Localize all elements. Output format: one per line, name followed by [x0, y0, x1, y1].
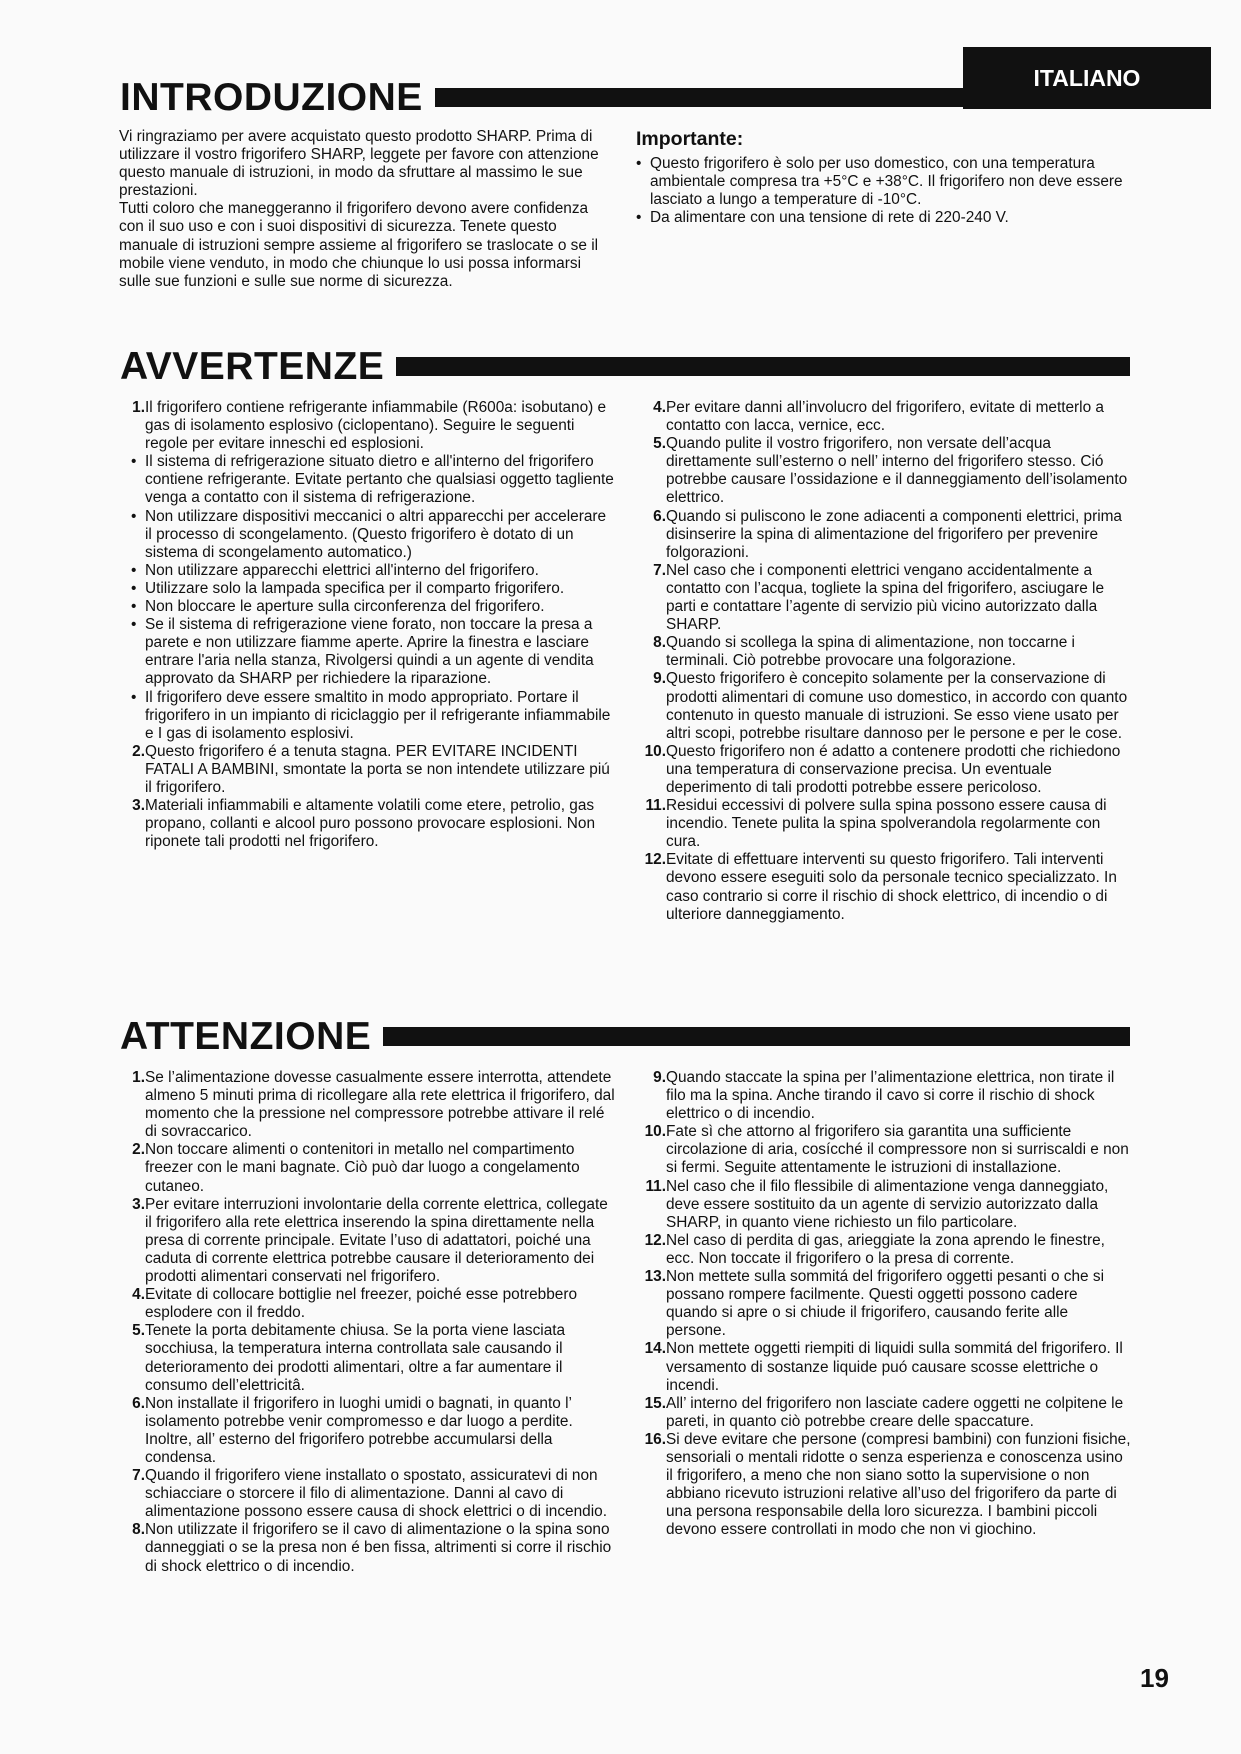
- item-text: Quando pulite il vostro frigorifero, non versate dell’acqua direttamente sull’esterno o nell’ interno del frigorifero stesso. Ció potrebbe causare l’ossidazione e il danneggiamento dell’isolamento elettrico.: [666, 435, 1128, 507]
- numbered-item: [636, 634, 1131, 670]
- important-item: • Questo frigorifero è solo per uso domestico, con una temperatura ambientale compresa tra +5°C e +38°C. Il frigorifero non deve essere lasciato a lungo a temperature di -10°C.: [636, 155, 1123, 209]
- important-box: [636, 130, 1126, 227]
- item-text: Nel caso di perdita di gas, arieggiate la zona aprendo le finestre, ecc. Non toccate il frigorifero o la presa di corrente.: [666, 1231, 1105, 1267]
- numbered-item: [636, 851, 1131, 923]
- item-number: 2.: [132, 1141, 145, 1159]
- item-text: Nel caso che i componenti elettrici vengano accidentalmente a contatto con l’acqua, togliete la spina del frigorifero, asciugare le parti e contattare l’agente di servizio più vicino autorizzato dalla SHARP.: [666, 561, 1105, 634]
- bullet-mark: •: [131, 507, 137, 525]
- bullet-item: [125, 689, 615, 743]
- item-text: Utilizzare solo la lampada specifica per il comparto frigorifero.: [145, 579, 565, 597]
- item-text: Per evitare interruzioni involontarie della corrente elettrica, collegate il frigorifero alla rete elettrica inserendo la spina direttamente nella presa di corrente principale. Evitate l’uso di adattatori, poiché una caduta di corrente elettrica potrebbe causare il deterioramento dei prodotti alimentari conservati nel frigorifero.: [145, 1195, 608, 1286]
- item-number: 4.: [653, 399, 666, 416]
- item-text: Se il sistema di refrigerazione viene forato, non toccare la presa a parete e non utilizzare fiamme aperte. Aprire la finestra e lasciare entrare l'aria nella stanza, Rivolgersi quindi a un agente di vendita approvato da SHARP per richiedere la riparazione.: [145, 616, 594, 688]
- bullet-item: [125, 508, 615, 562]
- avvertenze-right-column: [636, 399, 1131, 924]
- numbered-item: [636, 508, 1131, 562]
- item-number: 2.: [132, 742, 145, 760]
- language-tab: ITALIANO: [963, 47, 1211, 109]
- item-number: 3.: [132, 1195, 145, 1213]
- item-text: Non utilizzare dispositivi meccanici o altri apparecchi per accelerare il processo di scongelamento. (Questo frigorifero è dotato di un sistema di scongelamento automatico.): [145, 507, 607, 561]
- heading-rule: [435, 88, 963, 107]
- page-number: 19: [1140, 1663, 1169, 1693]
- item-text: Quando si puliscono le zone adiacenti a componenti elettrici, prima disinserire la spina di alimentazione del frigorifero per prevenire folgorazioni.: [666, 507, 1122, 561]
- item-number: 8.: [132, 1521, 145, 1539]
- item-number: 7.: [653, 561, 666, 579]
- numbered-item: [636, 743, 1131, 797]
- numbered-item: [636, 562, 1131, 634]
- bullet-mark: •: [131, 561, 137, 579]
- item-number: 6.: [653, 507, 666, 525]
- numbered-item: [636, 399, 1131, 435]
- bullet-item: [125, 453, 615, 507]
- item-text: Non bloccare le aperture sulla circonferenza del frigorifero.: [145, 598, 545, 616]
- item-number: 8.: [653, 634, 666, 652]
- item-number: 1.: [132, 399, 145, 416]
- item-text: Per evitare danni all’involucro del frigorifero, evitate di metterlo a contatto con lacca, vernice, ecc.: [666, 399, 1104, 435]
- item-number: 5.: [653, 435, 666, 453]
- numbered-item: [636, 670, 1131, 742]
- numbered-item: [636, 1069, 1131, 1123]
- numbered-item: [125, 399, 615, 453]
- numbered-item: [125, 1286, 615, 1322]
- item-number: 11.: [645, 1177, 666, 1195]
- item-number: 13.: [644, 1268, 666, 1286]
- item-number: 12.: [644, 851, 666, 869]
- numbered-item: [636, 1268, 1131, 1340]
- bullet-item: [125, 616, 615, 688]
- item-number: 14.: [644, 1340, 666, 1358]
- item-text: Questo frigorifero non é adatto a contenere prodotti che richiedono una temperatura di conservazione precisa. Un eventuale deperimento di tali prodotti potrebbe essere pericoloso.: [666, 742, 1121, 796]
- heading-rule: [396, 357, 1130, 376]
- numbered-item: [636, 1395, 1131, 1431]
- important-title: Importante:: [636, 128, 744, 150]
- numbered-item: [125, 1069, 615, 1141]
- item-text: Non utilizzare apparecchi elettrici all'interno del frigorifero.: [145, 561, 539, 579]
- heading-rule: [383, 1027, 1130, 1046]
- item-text: Il frigorifero contiene refrigerante infiammabile (R600a: isobutano) e gas di isolamento esplosivo (ciclopentano). Seguire le seguenti regole per evitare inneschi ed esplosioni.: [145, 399, 607, 453]
- intro-paragraph: Tutti coloro che maneggeranno il frigorifero devono avere confidenza con il suo uso e con i suoi dispositivi di sicurezza. Tenete questo manuale di istruzioni sempre assieme al frigorifero se traslocate o se il mobile viene venduto, in modo che chiunque lo usi possa informarsi sulle sue funzioni e sulle sue norme di sicurezza.: [119, 200, 599, 290]
- bullet-mark: •: [131, 579, 137, 597]
- item-number: 10.: [644, 742, 666, 760]
- numbered-item: [636, 1232, 1131, 1268]
- item-text: Quando il frigorifero viene installato o spostato, assicuratevi di non schiacciare o storcere il filo di alimentazione. Danni al cavo di alimentazione possono essere causa di shock elettrici o di incendio.: [145, 1467, 607, 1521]
- item-number: 16.: [644, 1430, 666, 1448]
- bullet-mark: •: [131, 616, 137, 634]
- item-number: 6.: [132, 1394, 145, 1412]
- item-text: Si deve evitare che persone (compresi bambini) con funzioni fisiche, sensoriali o mentali ridotte o senza esperienza e conoscenza usino il frigorifero, a meno che non siano sotto la supervisione o non abbiano ricevuto istruzioni relative all’uso del frigorifero da parte di una persona responsabile della loro sicurezza. I bambini piccoli devono essere controllati in modo che non vi giochino.: [666, 1430, 1131, 1539]
- item-number: 3.: [132, 797, 145, 815]
- item-text: Quando si scollega la spina di alimentazione, non toccarne i terminali. Ciò potrebbe provocare una folgorazione.: [666, 634, 1075, 670]
- numbered-item: [125, 743, 615, 797]
- avvertenze-left-column: [125, 399, 615, 851]
- item-number: 10.: [644, 1123, 666, 1141]
- item-text: Questo frigorifero é a tenuta stagna. PER EVITARE INCIDENTI FATALI A BAMBINI, smontate la porta se non intendete utilizzare piú il frigorifero.: [145, 742, 610, 796]
- item-text: Residui eccessivi di polvere sulla spina possono essere causa di incendio. Tenete pulita la spina spolverandola regolarmente con cura.: [666, 797, 1107, 851]
- numbered-item: [636, 1340, 1131, 1394]
- numbered-item: [125, 1395, 615, 1467]
- item-text: Fate sì che attorno al frigorifero sia garantita una sufficiente circolazione di aria, cosícché il compressore non si surriscaldi e non si fermi. Seguite attentamente le istruzioni di installazione.: [666, 1123, 1129, 1177]
- numbered-item: [636, 1431, 1131, 1540]
- intro-paragraph: Vi ringraziamo per avere acquistato questo prodotto SHARP. Prima di utilizzare il vostro frigorifero SHARP, leggete per favore con attenzione questo manuale di istruzioni, in modo da sfruttare al massimo le sue prestazioni.: [119, 128, 599, 200]
- item-number: 1.: [132, 1069, 145, 1086]
- item-text: Quando staccate la spina per l’alimentazione elettrica, non tirate il filo ma la spina. Anche tirando il cavo si corre il rischio di shock elettrico o di incendio.: [666, 1069, 1115, 1123]
- item-text: Tenete la porta debitamente chiusa. Se la porta viene lasciata socchiusa, la temperatura interna controllata sale causando il deterioramento dei prodotti alimentari, oltre a far aumentare il consumo dell’elettricitâ.: [145, 1322, 566, 1394]
- item-text: Evitate di effettuare interventi su questo frigorifero. Tali interventi devono essere eseguiti solo da personale tecnico specializzato. In caso contrario si corre il rischio di shock elettrico, di incendio o di ulteriore danneggiamento.: [666, 851, 1117, 923]
- important-item: • Da alimentare con una tensione di rete di 220-240 V.: [636, 209, 1009, 227]
- item-number: 7.: [132, 1467, 145, 1485]
- item-text: Materiali infiammabili e altamente volatili come etere, petrolio, gas propano, collanti e alcool puro possono provocare esplosioni. Non riponete tali prodotti nel frigorifero.: [145, 797, 596, 851]
- numbered-item: [636, 797, 1131, 851]
- item-text: Non utilizzate il frigorifero se il cavo di alimentazione o la spina sono danneggiati o se la presa non é ben fissa, altrimenti si corre il rischio di shock elettrico o di incendio.: [145, 1521, 612, 1575]
- numbered-item: [125, 1521, 615, 1575]
- attenzione-right-column: [636, 1069, 1131, 1539]
- bullet-item: [125, 598, 615, 616]
- numbered-item: [125, 1467, 615, 1521]
- item-number: 11.: [645, 797, 666, 815]
- numbered-item: [636, 1178, 1131, 1232]
- bullet-mark: •: [131, 688, 137, 706]
- item-number: 4.: [132, 1286, 145, 1304]
- numbered-item: [125, 797, 615, 851]
- item-text: Questo frigorifero è concepito solamente per la conservazione di prodotti alimentari di comune uso domestico, in accordo con quanto contenuto in questo manuale di istruzioni. Se esso viene usato per altri scopi, potrebbe risultare dannoso per le persone e per le cose.: [666, 670, 1128, 742]
- numbered-item: [125, 1141, 615, 1195]
- intro-text: [119, 128, 609, 291]
- item-text: Nel caso che il filo flessibile di alimentazione venga danneggiato, deve essere sostituito da un agente di servizio autorizzato dalla SHARP, in quanto viene richiesto un filo particolare.: [666, 1177, 1109, 1231]
- numbered-item: [125, 1196, 615, 1286]
- item-number: 9.: [653, 670, 666, 688]
- item-number: 12.: [644, 1231, 666, 1249]
- attenzione-heading: [120, 1017, 1130, 1056]
- numbered-item: [636, 435, 1131, 507]
- item-text: Non toccare alimenti o contenitori in metallo nel compartimento freezer con le mani bagnate. Ciò può dar luogo a congelamento cutaneo.: [145, 1141, 580, 1195]
- intro-title: INTRODUZIONE: [120, 76, 423, 119]
- item-number: 15.: [644, 1394, 666, 1412]
- attenzione-left-column: [125, 1069, 615, 1576]
- item-text: Se l’alimentazione dovesse casualmente essere interrotta, attendete almeno 5 minuti prima di ricollegare alla rete elettrica il frigorifero, dal momento che la pressione nel compressore potrebbe attivare il relé di sovraccarico.: [145, 1069, 615, 1141]
- item-number: 5.: [132, 1322, 145, 1340]
- numbered-item: [636, 1123, 1131, 1177]
- avvertenze-heading: [120, 347, 1130, 386]
- item-text: All’ interno del frigorifero non lasciate cadere oggetti ne colpitene le pareti, in quanto ciò potrebbe creare delle spaccature.: [666, 1394, 1124, 1430]
- bullet-mark: •: [131, 453, 137, 471]
- bullet-mark: •: [131, 598, 137, 616]
- item-text: Non installate il frigorifero in luoghi umidi o bagnati, in quanto l’ isolamento potrebbe venir compromesso e dar luogo a perdite. Inoltre, all’ esterno del frigorifero potrebbe accumularsi della condensa.: [145, 1394, 573, 1466]
- item-text: Non mettete sulla sommitá del frigorifero oggetti pesanti o che si possano rompere facilmente. Questi oggetti possono cadere quando si apre o si chiude il frigorifero, causando ferite alle persone.: [666, 1268, 1104, 1340]
- bullet-item: [125, 580, 615, 598]
- item-number: 9.: [653, 1069, 666, 1086]
- item-text: Evitate di collocare bottiglie nel freezer, poiché esse potrebbero esplodere con il freddo.: [145, 1286, 578, 1322]
- numbered-item: [125, 1322, 615, 1394]
- bullet-item: [125, 562, 615, 580]
- intro-heading: [120, 78, 963, 117]
- item-text: Il frigorifero deve essere smaltito in modo appropriato. Portare il frigorifero in un impianto di riciclaggio per il refrigerante infiammabile e I gas di isolamento esplosivi.: [145, 688, 611, 742]
- item-text: Non mettete oggetti riempiti di liquidi sulla sommitá del frigorifero. Il versamento di sostanze liquide puó causare scosse elettriche o incendi.: [666, 1340, 1123, 1394]
- avvertenze-title: AVVERTENZE: [120, 345, 385, 388]
- attenzione-title: ATTENZIONE: [120, 1015, 372, 1058]
- item-text: Il sistema di refrigerazione situato dietro e all'interno del frigorifero contiene refrigerante. Evitate pertanto che qualsiasi oggetto tagliente venga a contatto con il sistema di refrigerazione.: [145, 453, 614, 507]
